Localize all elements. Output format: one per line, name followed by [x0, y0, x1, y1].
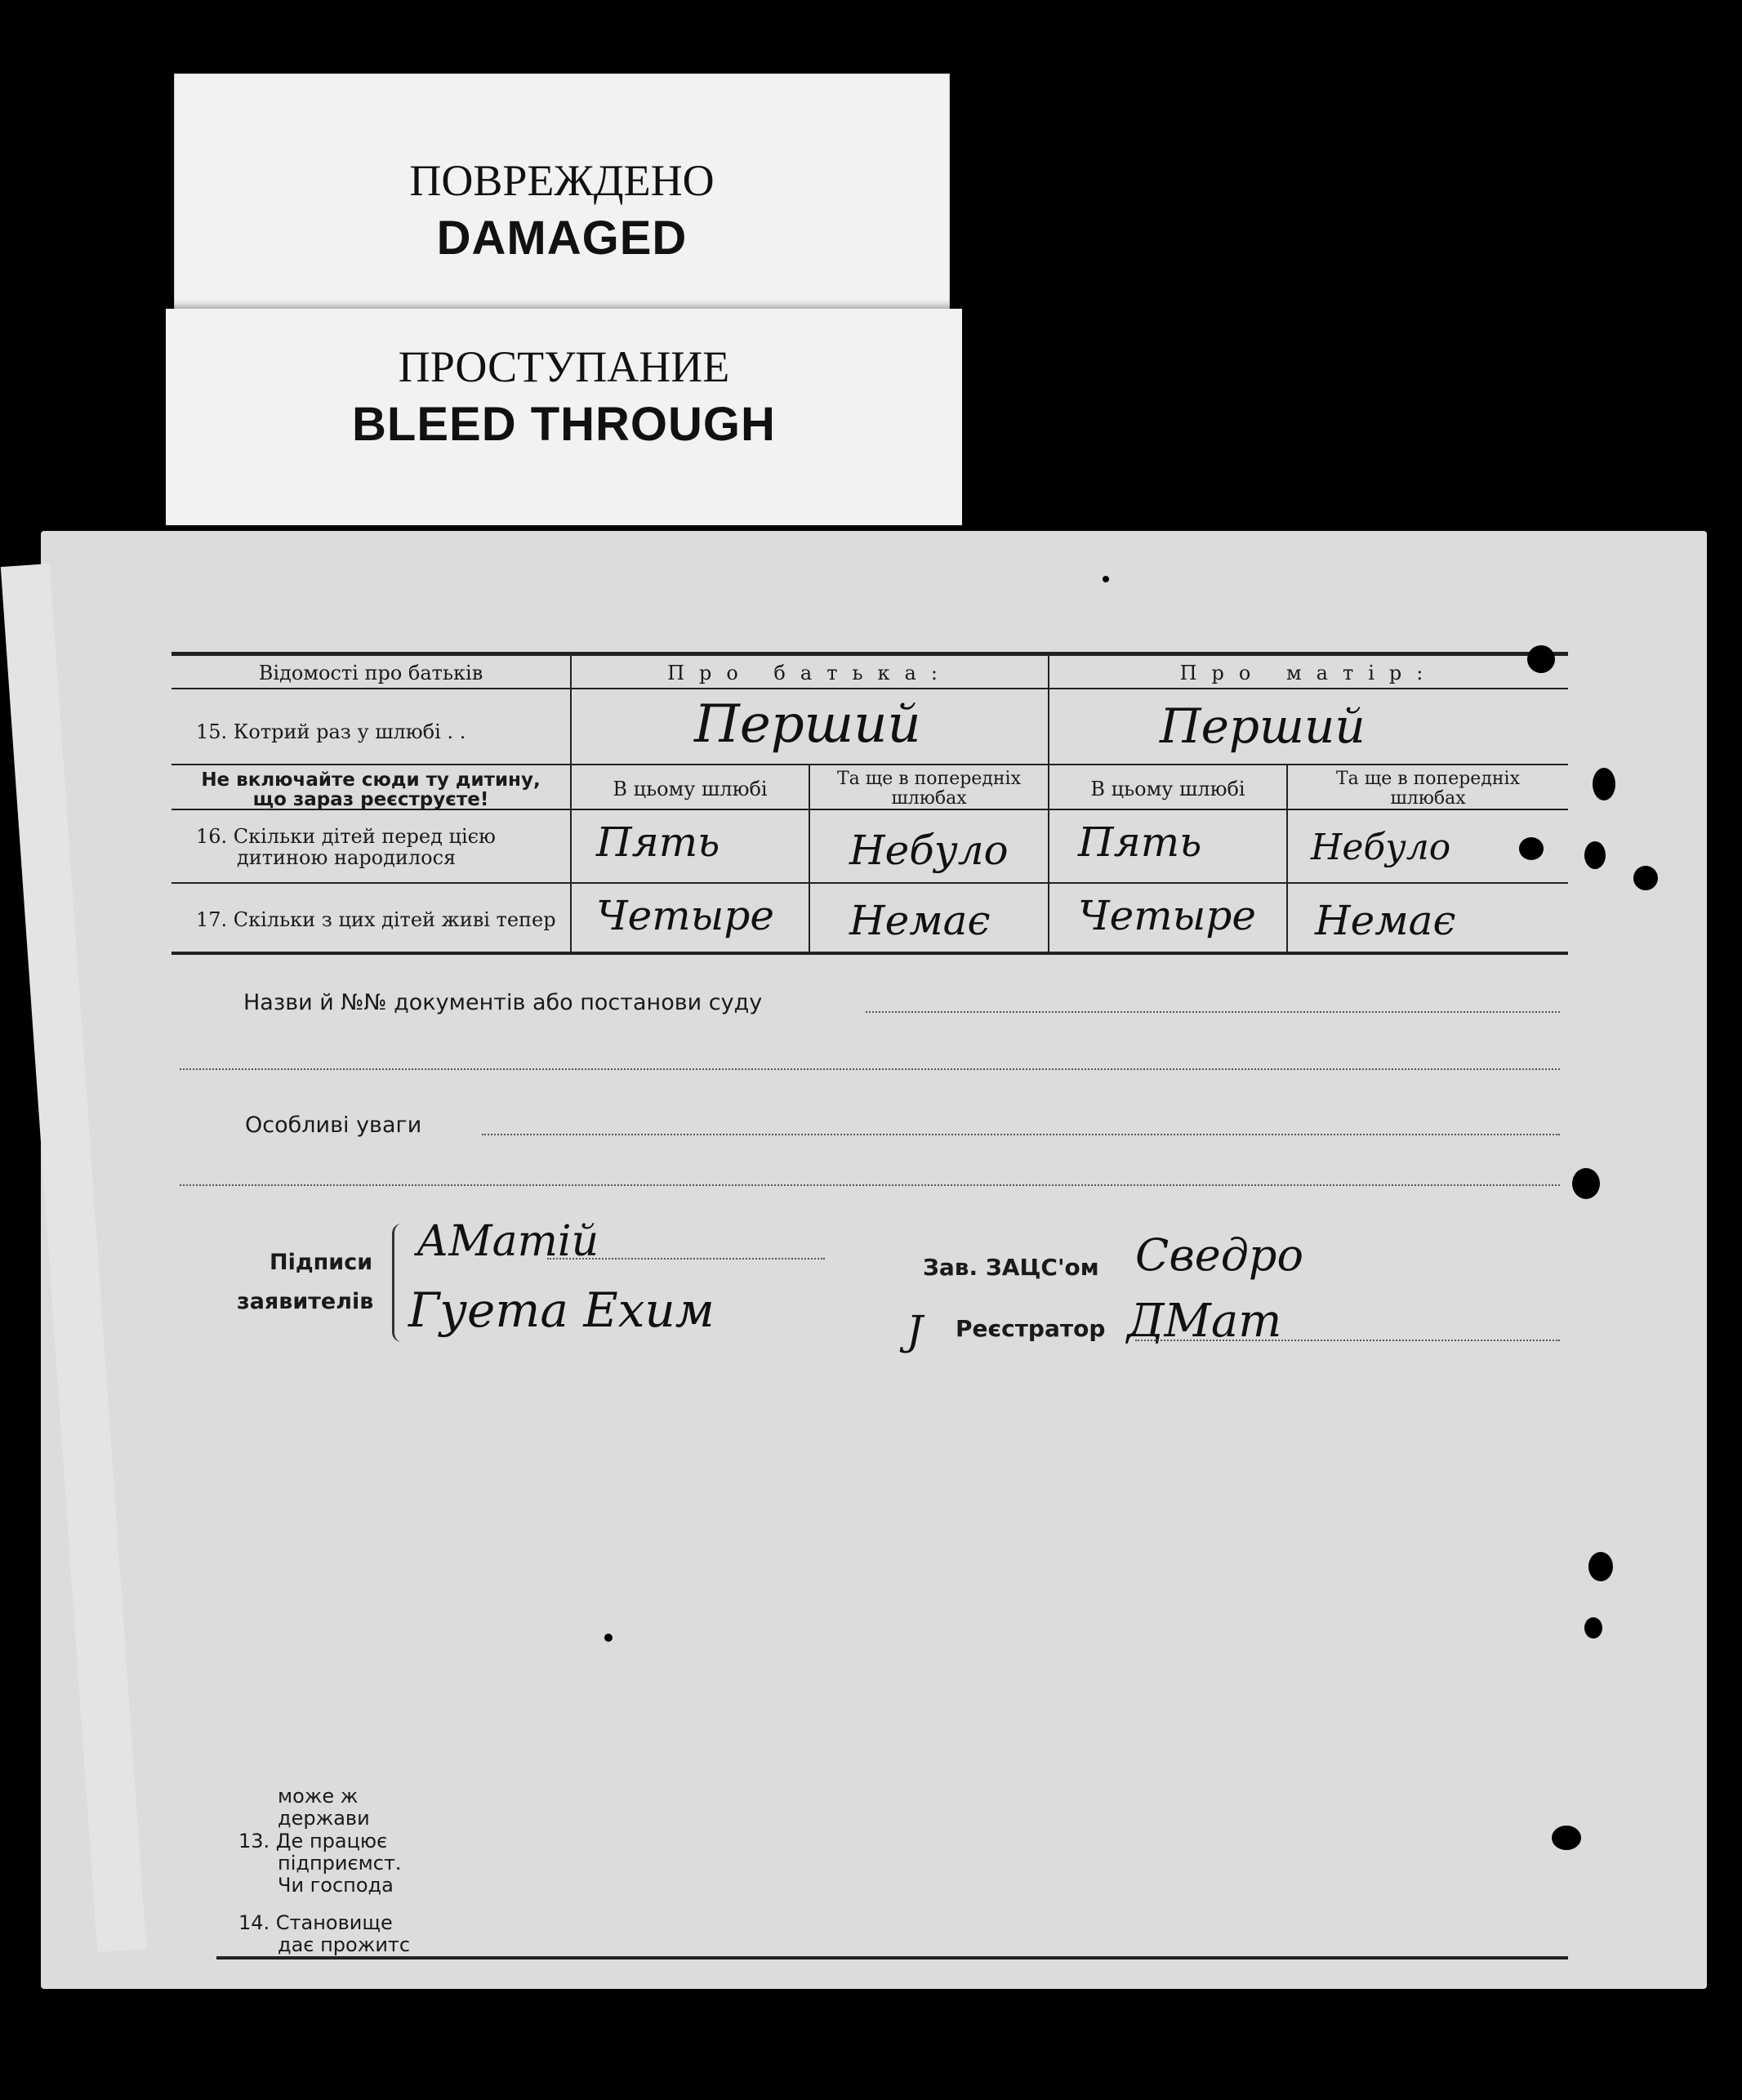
remarks-label: Особливі уваги — [245, 1112, 422, 1138]
mother-this-marriage-header: В цьому шлюбі — [1090, 778, 1245, 800]
table-col-rule-3 — [1048, 653, 1049, 953]
bleed-fragment-line2: держави — [278, 1807, 370, 1830]
header-father: Про батька: — [667, 662, 952, 684]
bleed-fragment-line1: може ж — [278, 1785, 359, 1808]
registrar-signature: ДМат — [1127, 1295, 1282, 1348]
table-row15-rule — [172, 764, 1568, 765]
form-sheet — [41, 531, 1707, 1989]
row15-father-value: Перший — [694, 694, 921, 755]
exclude-child-note-line2: що зараз реєструєте! — [252, 789, 489, 810]
row17-father-this-value: Четыре — [596, 892, 774, 939]
header-mother: Про матір: — [1179, 662, 1438, 684]
documents-label: Назви й №№ документів або постанови суду — [243, 990, 763, 1015]
torn-fold-strip — [1, 564, 146, 1952]
bleed-fragment-line6: 14. Становище — [238, 1911, 393, 1934]
mother-previous-marriages-header-1: Та ще в попередніх — [1336, 769, 1520, 789]
bleed-label-en: BLEED THROUGH — [352, 398, 776, 451]
damage-hole — [1584, 1617, 1602, 1639]
bleed-fragment-line7: дає прожитс — [278, 1933, 411, 1956]
head-of-registry-signature: Сведро — [1135, 1229, 1304, 1281]
row16-father-previous-value: Небуло — [849, 827, 1009, 874]
row17-father-previous-value: Немає — [849, 897, 991, 944]
table-row16-rule — [172, 882, 1568, 884]
remarks-dotted-line — [482, 1134, 1560, 1135]
head-of-registry-label: Зав. ЗАЦС'ом — [923, 1254, 1099, 1281]
row17-label: 17. Скільки з цих дітей живі тепер — [196, 908, 556, 931]
row17-mother-previous-value: Немає — [1315, 897, 1456, 944]
damage-hole — [1572, 1168, 1600, 1199]
row17-mother-this-value: Четыре — [1078, 892, 1256, 939]
documents-dotted-line — [866, 1011, 1560, 1013]
damaged-label-card — [174, 74, 950, 335]
applicants-signatures-label-2: заявителів — [237, 1289, 374, 1314]
table-col-rule-1 — [570, 653, 572, 953]
bleed-fragment-line3: 13. Де працює — [238, 1830, 388, 1853]
row15-mother-value: Перший — [1160, 698, 1366, 754]
applicant-signature-2: Гуета Ехим — [408, 1282, 715, 1338]
bleed-through-label-card — [166, 309, 962, 525]
father-this-marriage-header: В цьому шлюбі — [613, 778, 768, 800]
damaged-label-en: DAMAGED — [436, 212, 688, 265]
table-bottom-rule — [172, 952, 1568, 955]
documents-dotted-line-2 — [180, 1068, 1560, 1070]
row16-label-line2: дитиною народилося — [237, 846, 457, 869]
row16-father-this-value: Пять — [596, 818, 720, 866]
row16-mother-previous-value: Небуло — [1311, 827, 1451, 868]
remarks-dotted-line-2 — [180, 1184, 1560, 1186]
exclude-child-note-line1: Не включайте сюди ту дитину, — [201, 769, 541, 791]
damage-hole — [1527, 645, 1555, 673]
row16-mother-this-value: Пять — [1078, 818, 1202, 866]
damage-hole — [1584, 841, 1606, 869]
mother-previous-marriages-header-2: шлюбах — [1390, 788, 1466, 809]
registrar-mark: J — [907, 1307, 924, 1354]
applicants-signatures-label-1: Підписи — [270, 1250, 373, 1275]
bleed-fragment-line5: Чи господа — [278, 1874, 394, 1897]
damage-hole — [1552, 1826, 1581, 1850]
row15-label: 15. Котрий раз у шлюбі . . — [196, 720, 466, 743]
damage-hole — [1519, 837, 1544, 860]
damage-hole — [1593, 768, 1615, 800]
damaged-label-ru: ПОВРЕЖДЕНО — [409, 156, 715, 205]
father-previous-marriages-header-2: шлюбах — [891, 788, 967, 809]
header-parents-info: Відомості про батьків — [258, 662, 483, 684]
applicant-signature-1: АМатій — [417, 1217, 599, 1266]
applicant-signature-1-line — [547, 1258, 825, 1260]
registrar-dotted-line — [1135, 1340, 1560, 1341]
father-previous-marriages-header-1: Та ще в попередніх — [837, 769, 1021, 789]
registrar-label: Реєстратор — [956, 1315, 1106, 1342]
row16-label-line1: 16. Скільки дітей перед цією — [196, 825, 496, 848]
damage-hole — [1633, 866, 1658, 890]
damage-hole — [604, 1634, 613, 1642]
bleed-label-ru: ПРОСТУПАНИЕ — [398, 342, 730, 391]
table-top-rule — [172, 652, 1568, 656]
bleed-fragment-line4: підприємст. — [278, 1852, 402, 1875]
bottom-rule — [216, 1956, 1568, 1960]
damage-hole — [1103, 576, 1109, 582]
damage-hole — [1588, 1552, 1613, 1581]
table-header-rule — [172, 688, 1568, 689]
